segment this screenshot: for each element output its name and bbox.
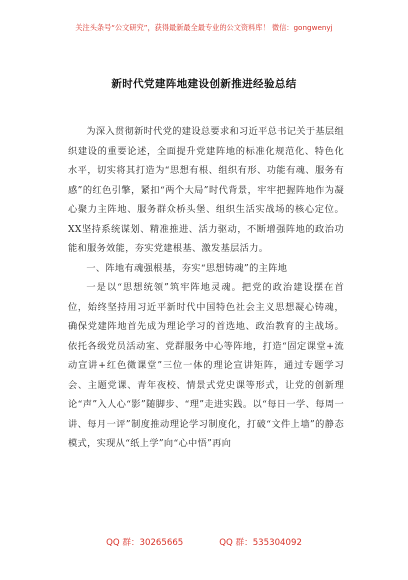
body-paragraph: 一是以“思想统领”筑牢阵地灵魂。把党的政治建设摆在首位，始终坚持用习近平新时代中国特色社会主义思想凝心铸魂，确保党建阵地首先成为理论学习的首选地、政治教育的主战场。依托各级党员活动室、党群服务中心等阵地，打造“固定课堂+流动宣讲+红色微课堂”三位一体的理论宣讲矩阵，通过专题学习会、主题党课、青年夜校、情景式党史课等形式，让党的创新理论“声”入人心“影”随脚步、“理”走进实践。以“每日一学、每周一讲、每月一评”制度推动理论学习制度化，打破“文件上墙”的静态模式，实现从“纸上学”向“心中悟”再向 — [68, 282, 344, 449]
document-body — [68, 122, 344, 454]
qq-group-1: QQ 群：30265665 — [106, 538, 184, 548]
footer-contact — [0, 536, 408, 548]
qq-group-2: QQ 群：535304092 — [219, 538, 302, 548]
intro-paragraph: 为深入贯彻新时代党的建设总要求和习近平总书记关于基层组织建设的重要论述，全面提升党建阵地的标准化规范化、特色化水平，切实将其打造为“思想有根、组织有形、功能有魂、服务有感”的红色引擎，紧扣“两个大局”时代背景，牢牢把握阵地作为凝心聚力主阵地、服务群众桥头堡、组织生活实战场的核心定位。XX坚持系统谋划、精准推进、活力驱动，不断增强阵地的政治功能和服务效能，夯实党建根基、激发基层活力。 — [68, 126, 344, 254]
section-heading: 一、阵地有魂强根基，夯实“思想铸魂”的主阵地 — [86, 262, 288, 274]
promo-banner: 关注头条号“公文研究”，获得最新最全最专业的公文资料库！ 微信：gongwenyj — [75, 23, 333, 32]
document-title: 新时代党建阵地建设创新推进经验总结 — [111, 78, 297, 90]
